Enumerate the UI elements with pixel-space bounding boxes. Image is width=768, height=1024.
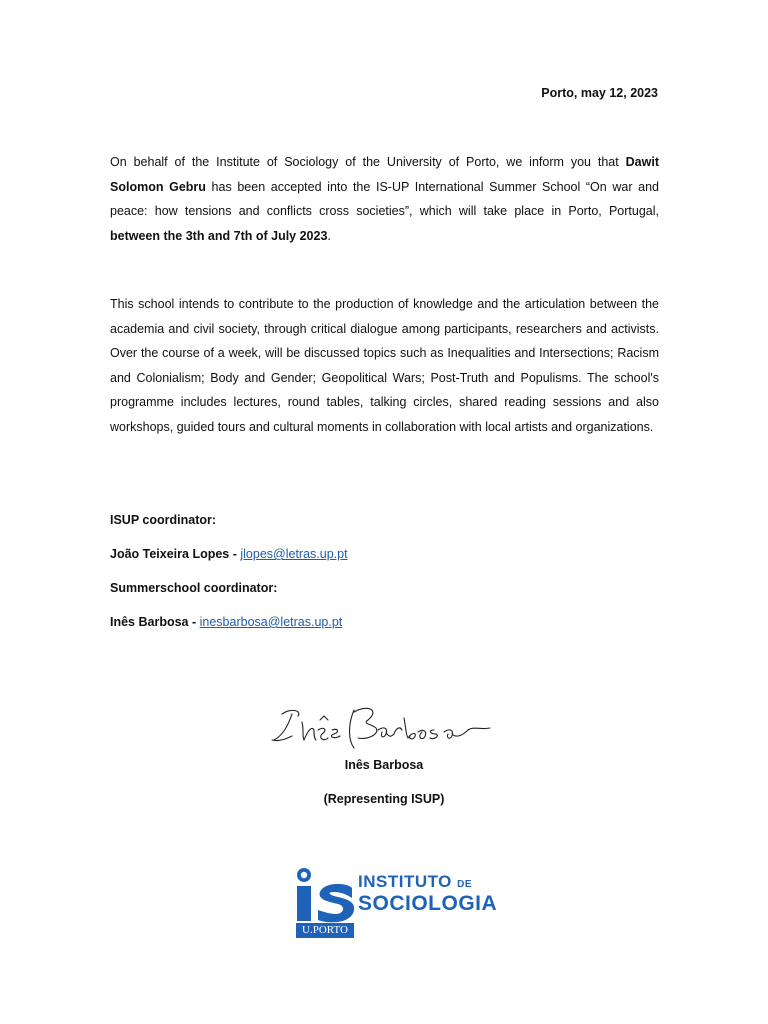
summerschool-coordinator-email-link[interactable]: inesbarbosa@letras.up.pt	[199, 615, 343, 629]
participant-name: Dawit Solomon Gebru	[110, 155, 659, 194]
logo-text-instituto: INSTITUTO DE	[358, 872, 473, 891]
letter-date: Porto, may 12, 2023	[541, 86, 658, 100]
summerschool-coordinator-row	[110, 610, 348, 644]
is-logo-mark	[294, 866, 356, 924]
handwritten-signature	[268, 700, 498, 760]
uporto-badge: U.PORTO	[296, 923, 354, 938]
logo-text-sociologia: SOCIOLOGIA	[358, 892, 498, 915]
p1-text-2: has been accepted into the IS-UP International Summer School “On war and peace: how tensions and conflicts cross societies”, which will take place in Porto, Portugal,	[110, 179, 660, 218]
isup-coordinator-name: João Teixeira Lopes -	[110, 547, 241, 561]
school-dates: between the 3th and 7th of July 2023	[110, 228, 328, 243]
signer-name: Inês Barbosa	[344, 758, 424, 772]
p1-text-3: .	[327, 228, 331, 243]
isup-coordinator-email-link[interactable]: jlopes@letras.up.pt	[240, 547, 348, 561]
summerschool-coordinator-name: Inês Barbosa -	[110, 615, 200, 629]
p1-text-1: On behalf of the Institute of Sociology of the University of Porto, we inform you that	[110, 155, 626, 169]
signer-role: (Representing ISUP)	[323, 792, 445, 806]
school-description-paragraph: This school intends to contribute to the production of knowledge and the articulation between the academia and civil society, through critical dialogue among participants, researchers and activists. Over the course of a week, will be discussed topics such as Inequalities and Intersections; Racism and Colonialism; Body and Gender; Geopolitical Wars; Post-Truth and Populisms. The school's programme includes lectures, round tables, talking circles, shared reading sessions and also workshops, guided tours and cultural moments in collaboration with local artists and organizations.	[110, 297, 659, 434]
contacts-block	[110, 508, 348, 644]
acceptance-paragraph	[110, 150, 659, 248]
isup-coordinator-label: ISUP coordinator:	[110, 513, 217, 527]
summerschool-coordinator-label: Summerschool coordinator:	[110, 581, 278, 595]
isup-coordinator-row	[110, 542, 348, 576]
instituto-sociologia-logo	[294, 866, 498, 942]
